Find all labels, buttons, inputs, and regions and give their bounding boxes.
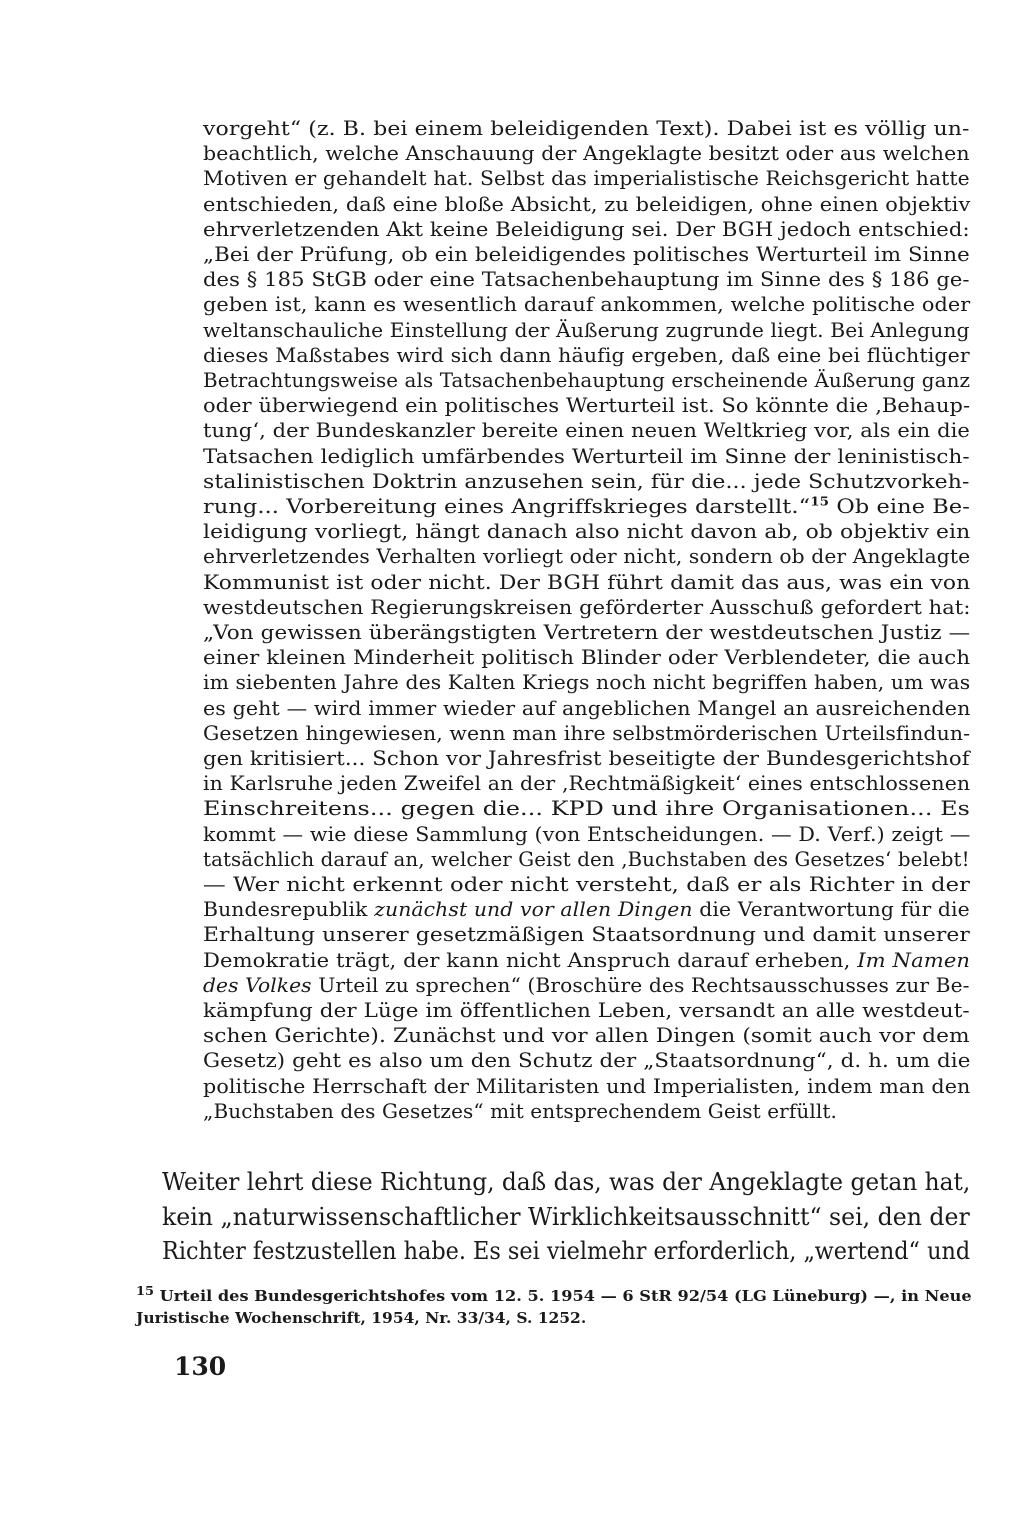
line-text: Einschreitens... gegen die... KPD und ihre Organisationen... Es	[203, 796, 971, 821]
text-line	[203, 544, 970, 568]
text-line	[162, 1168, 970, 1196]
footnote-line	[136, 1309, 586, 1327]
line-text: kein „naturwissenschaftlicher Wirklichkeitsausschnitt“ sei, den der	[162, 1202, 970, 1231]
text-line	[203, 116, 970, 140]
line-text: Motiven er gehandelt hat. Selbst das imperialistische Reichsgericht hatte	[203, 166, 970, 191]
line-text: leidigung vorliegt, hängt danach also nicht davon ab, ob objektiv ein	[203, 519, 971, 544]
line-text: politische Herrschaft der Militaristen und Imperialisten, indem man den	[203, 1073, 971, 1098]
line-text: rung... Vorbereitung eines Angriffskrieges darstellt.“	[203, 494, 811, 518]
line-text: des § 185 StGB oder eine Tatsachenbehauptung im Sinne des § 186 ge-	[203, 267, 970, 292]
text-line	[203, 242, 970, 266]
text-line	[203, 771, 970, 795]
line-text: Demokratie trägt, der kann nicht Anspruch darauf erheben,	[203, 947, 858, 972]
emphasized-text: des Volkes	[203, 972, 312, 997]
footnote-text: Urteil des Bundesgerichtshofes vom 12. 5. 1954 — 6 StR 92/54 (LG Lüneburg) —, in Neue	[153, 1287, 972, 1305]
line-text: ehrverletzendes Verhalten vorliegt oder nicht, sondern ob der Angeklagte	[203, 544, 971, 569]
footnote-line	[136, 1284, 972, 1305]
line-text: stalinistischen Doktrin anzusehen sein, für die... jede Schutzvorkeh-	[203, 468, 970, 493]
line-text: tatsächlich darauf an, welcher Geist den ‚Buchstaben des Gesetzes‘ belebt!	[203, 846, 970, 871]
line-text: weltanschauliche Einstellung der Äußerung zugrunde liegt. Bei Anlegung	[203, 317, 970, 342]
line-text: „Buchstaben des Gesetzes“ mit entsprechendem Geist erfüllt.	[203, 1098, 837, 1123]
line-text: Betrachtungsweise als Tatsachenbehauptung erscheinende Äußerung ganz	[203, 368, 971, 392]
text-line	[203, 872, 970, 896]
text-line	[203, 922, 970, 946]
line-text: „Bei der Prüfung, ob ein beleidigendes politisches Werturteil im Sinne	[203, 242, 970, 266]
text-line	[203, 318, 970, 342]
line-text: kommt — wie diese Sammlung (von Entscheidungen. — D. Verf.) zeigt —	[203, 821, 971, 846]
text-line	[203, 696, 970, 720]
text-line	[162, 1203, 970, 1231]
text-line	[203, 645, 970, 669]
text-line	[203, 1074, 970, 1098]
line-text: entschieden, daß eine bloße Absicht, zu beleidigen, ohne einen objektiv	[203, 191, 971, 216]
text-line	[203, 141, 970, 165]
line-text: einer kleinen Minderheit politisch Blinder oder Verblendeter, die auch	[203, 645, 971, 670]
text-line	[203, 267, 970, 291]
line-text: vorgeht“ (z. B. bei einem beleidigenden Text). Dabei ist es völlig un-	[203, 116, 970, 140]
text-line	[203, 1099, 837, 1123]
line-text: Kommunist ist oder nicht. Der BGH führt damit das aus, was ein von	[203, 569, 971, 594]
text-line	[162, 1237, 970, 1265]
line-text: ehrverletzenden Akt keine Beleidigung sei. Der BGH jedoch entschied:	[203, 216, 970, 241]
line-text-continued: Ob eine Be-	[829, 494, 970, 518]
line-text: oder überwiegend ein politisches Werturteil ist. So könnte die ‚Behaup-	[203, 393, 971, 418]
text-line	[203, 847, 970, 871]
line-text: Bundesrepublik	[203, 897, 375, 922]
text-line	[203, 166, 970, 190]
text-line	[203, 1048, 970, 1072]
footnote-text: Juristische Wochenschrift, 1954, Nr. 33/34, S. 1252.	[136, 1309, 587, 1327]
emphasized-text: zunächst und vor allen Dingen	[374, 897, 693, 922]
text-line	[203, 192, 970, 216]
text-line	[203, 822, 970, 846]
text-line	[203, 444, 970, 468]
text-line	[203, 620, 970, 644]
text-line	[203, 469, 970, 493]
emphasized-text: Im Namen	[857, 947, 971, 972]
text-line	[203, 519, 970, 543]
line-text: dieses Maßstabes wird sich dann häufig ergeben, daß eine bei flüchtiger	[203, 342, 970, 367]
footnote-reference: 15	[810, 494, 830, 509]
line-text: Tatsachen lediglich umfärbendes Werturteil im Sinne der leninistisch-	[203, 443, 970, 468]
line-text: „Von gewissen überängstigten Vertretern der westdeutschen Justiz —	[203, 620, 971, 644]
text-line	[203, 897, 970, 921]
text-line	[203, 796, 970, 820]
line-text: Gesetzen hingewiesen, wenn man ihre selbstmörderischen Urteilsfindun-	[203, 720, 971, 745]
line-text-continued: die Verantwortung für die	[692, 897, 970, 922]
text-line	[203, 670, 970, 694]
line-text: im siebenten Jahre des Kalten Kriegs noch nicht begriffen haben, um was	[203, 670, 971, 695]
line-text: gen kritisiert... Schon vor Jahresfrist beseitigte der Bundesgerichtshof	[203, 746, 970, 770]
text-line	[203, 393, 970, 417]
text-line	[203, 570, 970, 594]
line-text: kämpfung der Lüge im öffentlichen Leben, versandt an alle westdeut-	[203, 998, 970, 1022]
line-text: es geht — wird immer wieder auf angeblichen Mangel an ausreichenden	[203, 695, 971, 720]
page-number: 130	[174, 1352, 227, 1381]
text-line	[203, 973, 970, 997]
text-line	[203, 292, 970, 316]
text-line	[203, 746, 970, 770]
text-line	[203, 721, 970, 745]
text-line	[203, 368, 970, 392]
line-text-continued: Urteil zu sprechen“ (Broschüre des Rechtsausschusses zur Be-	[311, 972, 970, 997]
text-line	[203, 343, 970, 367]
text-line	[203, 494, 970, 518]
line-text: geben ist, kann es wesentlich darauf ankommen, welche politische oder	[203, 292, 971, 317]
text-line	[203, 418, 970, 442]
text-line	[203, 1023, 970, 1047]
text-line	[203, 595, 971, 619]
line-text: Weiter lehrt diese Richtung, daß das, was der Angeklagte getan hat,	[162, 1168, 971, 1196]
line-text: Richter festzustellen habe. Es sei vielmehr erforderlich, „wertend“ und	[162, 1237, 971, 1265]
footnote-marker: 15	[136, 1284, 154, 1298]
text-line	[203, 948, 970, 972]
text-line	[203, 998, 970, 1022]
line-text: tung‘, der Bundeskanzler bereite einen neuen Weltkrieg vor, als ein die	[203, 418, 970, 443]
line-text: Gesetz) geht es also um den Schutz der „Staatsordnung“, d. h. um die	[203, 1048, 971, 1073]
line-text: — Wer nicht erkennt oder nicht versteht, daß er als Richter in der	[203, 872, 971, 896]
line-text: westdeutschen Regierungskreisen geförderter Ausschuß gefordert hat:	[203, 594, 971, 619]
line-text: in Karlsruhe jeden Zweifel an der ‚Rechtmäßigkeit‘ eines entschlossenen	[203, 771, 971, 796]
line-text: beachtlich, welche Anschauung der Angeklagte besitzt oder aus welchen	[203, 141, 970, 166]
text-line	[203, 217, 970, 241]
line-text: Erhaltung unserer gesetzmäßigen Staatsordnung und damit unserer	[203, 922, 970, 947]
line-text: schen Gerichte). Zunächst und vor allen Dingen (somit auch vor dem	[203, 1023, 970, 1048]
